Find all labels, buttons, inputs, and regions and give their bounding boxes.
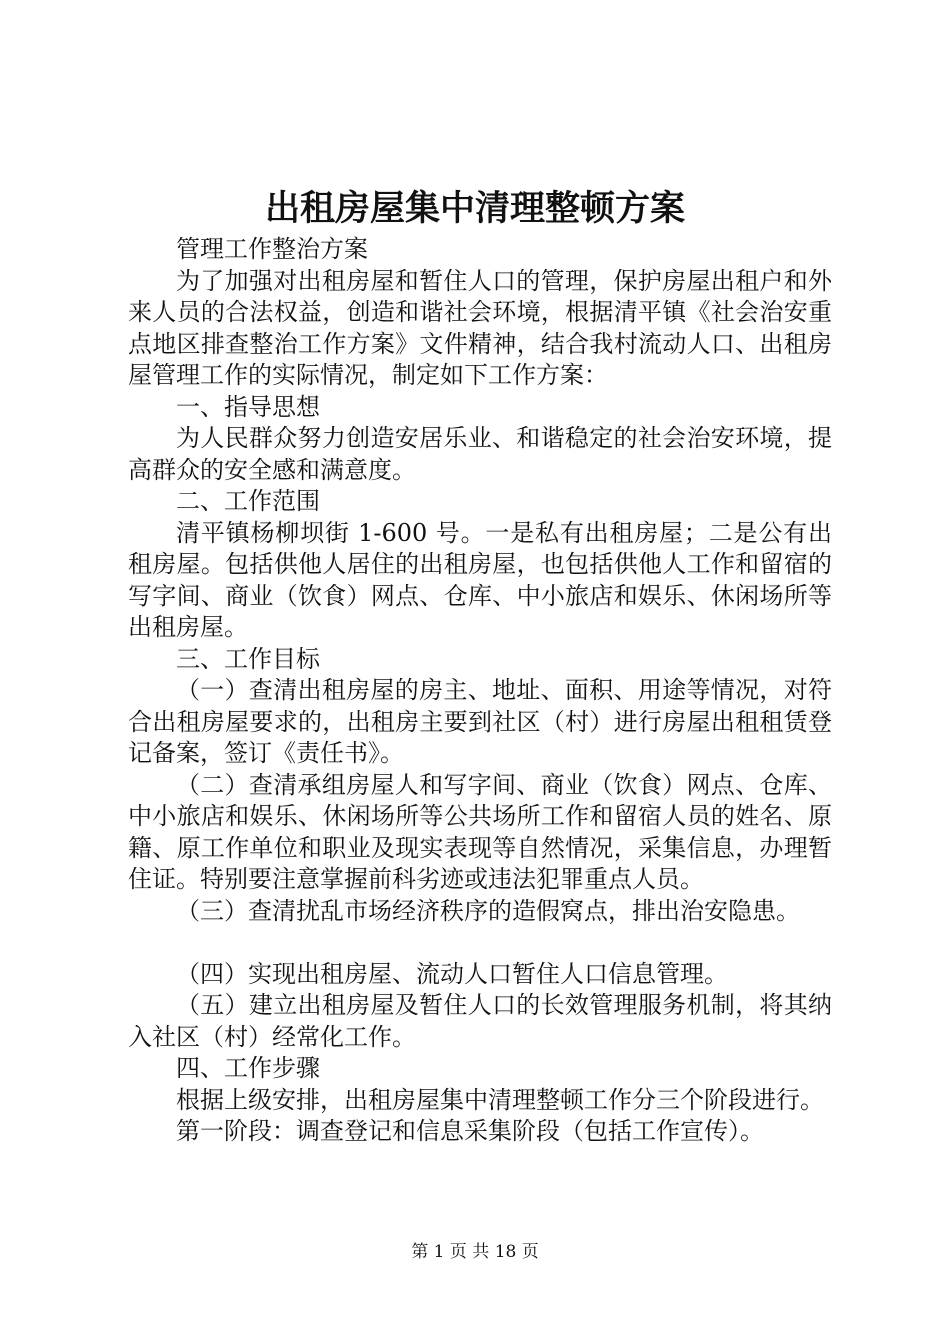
paragraph-goal-5: （五）建立出租房屋及暂住人口的长效管理服务机制，将其纳入社区（村）经常化工作。 <box>128 991 832 1051</box>
section-heading-work-goals: 三、工作目标 <box>176 644 320 673</box>
paragraph-stage-1: 第一阶段：调查登记和信息采集阶段（包括工作宣传）。 <box>176 1117 764 1145</box>
section-heading-work-scope: 二、工作范围 <box>176 487 320 515</box>
paragraph-goal-2: （二）查清承组房屋人和写字间、商业（饮食）网点、仓库、中小旅店和娱乐、休闲场所等公共场所工作和留宿人员的姓名、原籍、原工作单位和职业及现实表现等自然情况，采集信息，办理暂住证。特别要注意掌握前科劣迹或违法犯罪重点人员。 <box>128 770 832 893</box>
paragraph-intro: 为了加强对出租房屋和暂住人口的管理，保护房屋出租户和外来人员的合法权益，创造和谐社会环境，根据清平镇《社会治安重点地区排查整治工作方案》文件精神，结合我村流动人口、出租房屋管理工作的实际情况，制定如下工作方案： <box>128 266 832 389</box>
document-title: 出租房屋集中清理整顿方案 <box>264 188 685 229</box>
paragraph-work-steps: 根据上级安排，出租房屋集中清理整顿工作分三个阶段进行。 <box>176 1085 824 1114</box>
paragraph-guiding-principle: 为人民群众努力创造安居乐业、和谐稳定的社会治安环境，提高群众的安全感和满意度。 <box>128 424 832 484</box>
section-heading-work-steps: 四、工作步骤 <box>176 1054 320 1082</box>
paragraph-work-scope: 清平镇杨柳坝街 1-600 号。一是私有出租房屋；二是公有出租房屋。包括供他人居住的出租房屋，也包括供他人工作和留宿的写字间、商业（饮食）网点、仓库、中小旅店和娱乐、休闲场所等出租房屋。 <box>128 518 832 641</box>
paragraph-subtitle: 管理工作整治方案 <box>176 235 368 263</box>
paragraph-goal-4: （四）实现出租房屋、流动人口暂住人口信息管理。 <box>176 959 728 988</box>
section-heading-guiding-principle: 一、指导思想 <box>176 392 320 421</box>
paragraph-gap <box>128 927 832 959</box>
document-body <box>128 234 832 1148</box>
paragraph-goal-3: （三）查清扰乱市场经济秩序的造假窝点，排出治安隐患。 <box>176 896 800 925</box>
page-number-footer: 第 1 页 共 18 页 <box>411 1242 539 1262</box>
paragraph-goal-1: （一）查清出租房屋的房主、地址、面积、用途等情况，对符合出租房屋要求的，出租房主要到社区（村）进行房屋出租租赁登记备案，签订《责任书》。 <box>128 676 832 767</box>
